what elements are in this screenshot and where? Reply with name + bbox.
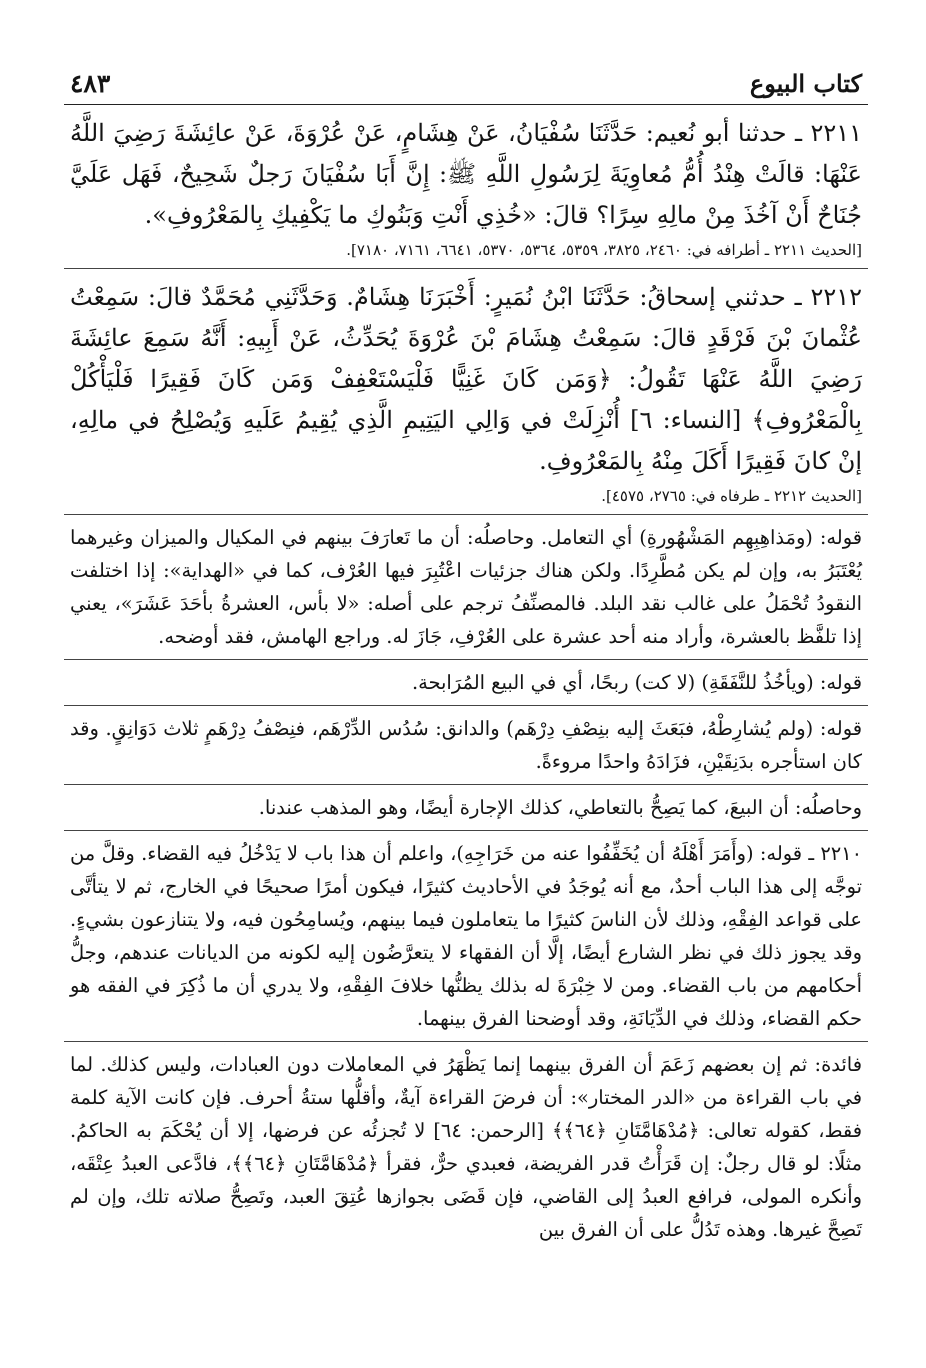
running-title: كتاب البيوع bbox=[749, 69, 862, 98]
commentary-paragraph: وحاصلُه: أن البيعَ، كما يَصِحُّ بالتعاطي، كذلك الإجارة أيضًا، وهو المذهب عندنا. bbox=[64, 785, 868, 831]
commentary-paragraph: قوله: (ولم يُشارِطْهُ، فبَعَثَ إليه بنِصْفِ دِرْهَم) والدانق: سُدُس الدِّرْهَم، فنِصْفُ دِرْهَمٍ ثلاث دَوَانِقٍ. وقد كان استأجره بدَنِقَيْنِ، فزَادَهُ واحدًا مروءةً. bbox=[64, 706, 868, 785]
commentary-paragraph: ٢٢١٠ ـ قوله: (وأَمَرَ أَهْلَهُ أن يُخَفِّفُوا عنه من خَرَاجِهِ)، واعلم أن هذا باب لا يَدْخُلُ فيه القضاء. وقلَّ من توجَّه إلى هذا الباب أحدٌ، مع أنه يُوجَدُ في الأحاديث كثيرًا، فيكون أمرًا صحيحًا في الخارج، ثم لا يتأتَّى على قواعد الفِقْهِ، وذلك لأن الناسَ كثيرًا ما يتعاملون فيما بينهم، ويُسامِحُون فيه، ولا يتنازعون بشيءٍ. وقد يجوز ذلك في نظر الشارع أيضًا، إلَّا أن الفقهاء لا يتعرَّضُون إليه لكونه من الديانات عندهم، وجلُّ أحكامهم من باب القضاء. ومن لا خِبْرَةَ له بذلك يظنُّها خلافَ الفِقْهِ، ولا يدري أن ما ذُكِرَ في الفقه هو حكم القضاء، وذلك في الدِّيَانَةِ، وقد أوضحنا الفرق بينهما. bbox=[64, 831, 868, 1042]
commentary-paragraph: قوله: (ويأخُذُ للنَّفَقَةِ) (لا كت) ربحًا، أي في البيع المُرَابحة. bbox=[64, 660, 868, 706]
hadith-2212-text: ٢٢١٢ ـ حدثني إسحاقُ: حَدَّثَنَا ابْنُ نُمَيرٍ: أَخْبَرَنَا هِشَامٌ. وَحَدَّثَنِي مُحَمَّدٌ قالَ: سَمِعْتُ عُثْمانَ بْنَ فَرْقَدٍ قالَ: سَمِعْتُ هِشَامَ بْنَ عُرْوَةَ يُحَدِّثُ، عَنْ أَبِيهِ: أَنَّهُ سَمِعَ عائِشَةَ رَضِيَ اللَّهُ عَنْهَا تَقُولُ: ﴿وَمَن كَانَ غَنِيًّا فَلْيَسْتَعْفِفْ وَمَن كَانَ فَقِيرًا فَلْيَأْكُلْ بِالْمَعْرُوفِ﴾ [النساء: ٦] أُنْزِلَتْ في وَالِي اليَتِيمِ الَّذِي يُقِيمُ عَلَيهِ وَيُصْلِحُ في مالِهِ، إنْ كانَ فَقِيرًا أَكَلَ مِنْهُ بِالمَعْرُوفِ. bbox=[70, 283, 862, 475]
commentary-paragraph: فائدة: ثم إن بعضهم زَعَمَ أن الفرق بينهما إنما يَظْهَرُ في المعاملات دون العبادات، وليس كذلك. لما في باب القراءة من «الدر المختار»: أن فرضَ القراءة آيةٌ، وأقلُّها ستةُ أحرف. فإن كانت الآية كلمة فقط، كقوله تعالى: ﴿مُدْهَامَّتَانِ ﴿٦٤﴾﴾ [الرحمن: ٦٤] لا تُجزئُه عن فرضها، إلا أن يُحْكَمَ به الحاكمُ. مثلًا: لو قال رجلٌ: إن قَرَأْتُ قدر الفريضة، فعبدي حرٌّ، فقرأ ﴿مُدْهَامَّتَانِ ﴿٦٤﴾﴾، فادَّعى العبدُ عِتْقَه، وأنكره المولى، فرافع العبدُ إلى القاضي، فإن قَضَى بجوازها عُتِقَ العبد، وتَصِحُّ صلاته تلك، وإن لم تَصِحَّ غيرها. وهذه تَدُلُّ على أن الفرق بين bbox=[70, 1053, 862, 1241]
page-header bbox=[64, 52, 868, 105]
hadith-2212 bbox=[64, 269, 868, 515]
commentary-paragraph: قوله: (ومَذاهِبِهِم المَشْهُورةِ) أي التعامل. وحاصلُه: أن ما تَعارَفَ بينهم في المكيال والميزان وغيرهما يُعْتَبَرُ به، وإن لم يكن مُطَّرِدًا. ولكن هناك جزئيات اعْتُبِرَ فيها العُرْف، كما في «الهداية»: إذا اختلفت النقودُ تُحْمَلُ على غالب نقد البلد. فالمصنِّفُ ترجم على أصله: «لا بأس، العشرةُ بأحَدَ عَشَرَ»، يعني إذا تلفَّظ بالعشرة، وأراد منه أحد عشرة على العُرْفِ، جَازَ له. وراجع الهامش، فقد أوضحه. bbox=[64, 515, 868, 660]
page-number: ٤٨٣ bbox=[70, 69, 111, 98]
hadith-2211-ref: [الحديث ٢٢١١ ـ أطرافه في: ٢٤٦٠، ٣٨٢٥، ٥٣٥٩، ٥٣٦٤، ٥٣٧٠، ٦٦٤١، ٧١٦١، ٧١٨٠]. bbox=[346, 241, 862, 259]
hadith-2211-text: ٢٢١١ ـ حدثنا أبو نُعيم: حَدَّثَنَا سُفْيَانُ، عَنْ هِشَامٍ، عَنْ عُرْوَةَ، عَنْ عائِشَةَ رَضِيَ اللَّهُ عَنْهَا: قالَتْ هِنْدُ أُمُّ مُعاوِيَةَ لِرَسُولِ اللَّهِ ﷺ: إِنَّ أَبَا سُفْيَانَ رَجلٌ شَحِيحٌ، فَهَل عَلَيَّ جُنَاحٌ أَنْ آخُذَ مِنْ مالِهِ سِرًا؟ قالَ: «خُذِي أَنْتِ وَبَنُوكِ ما يَكْفِيكِ بِالمَعْرُوفِ». bbox=[70, 119, 863, 229]
hadith-2211 bbox=[64, 105, 868, 269]
hadith-2212-ref: [الحديث ٢٢١٢ ـ طرفاه في: ٢٧٦٥، ٤٥٧٥]. bbox=[601, 487, 862, 505]
